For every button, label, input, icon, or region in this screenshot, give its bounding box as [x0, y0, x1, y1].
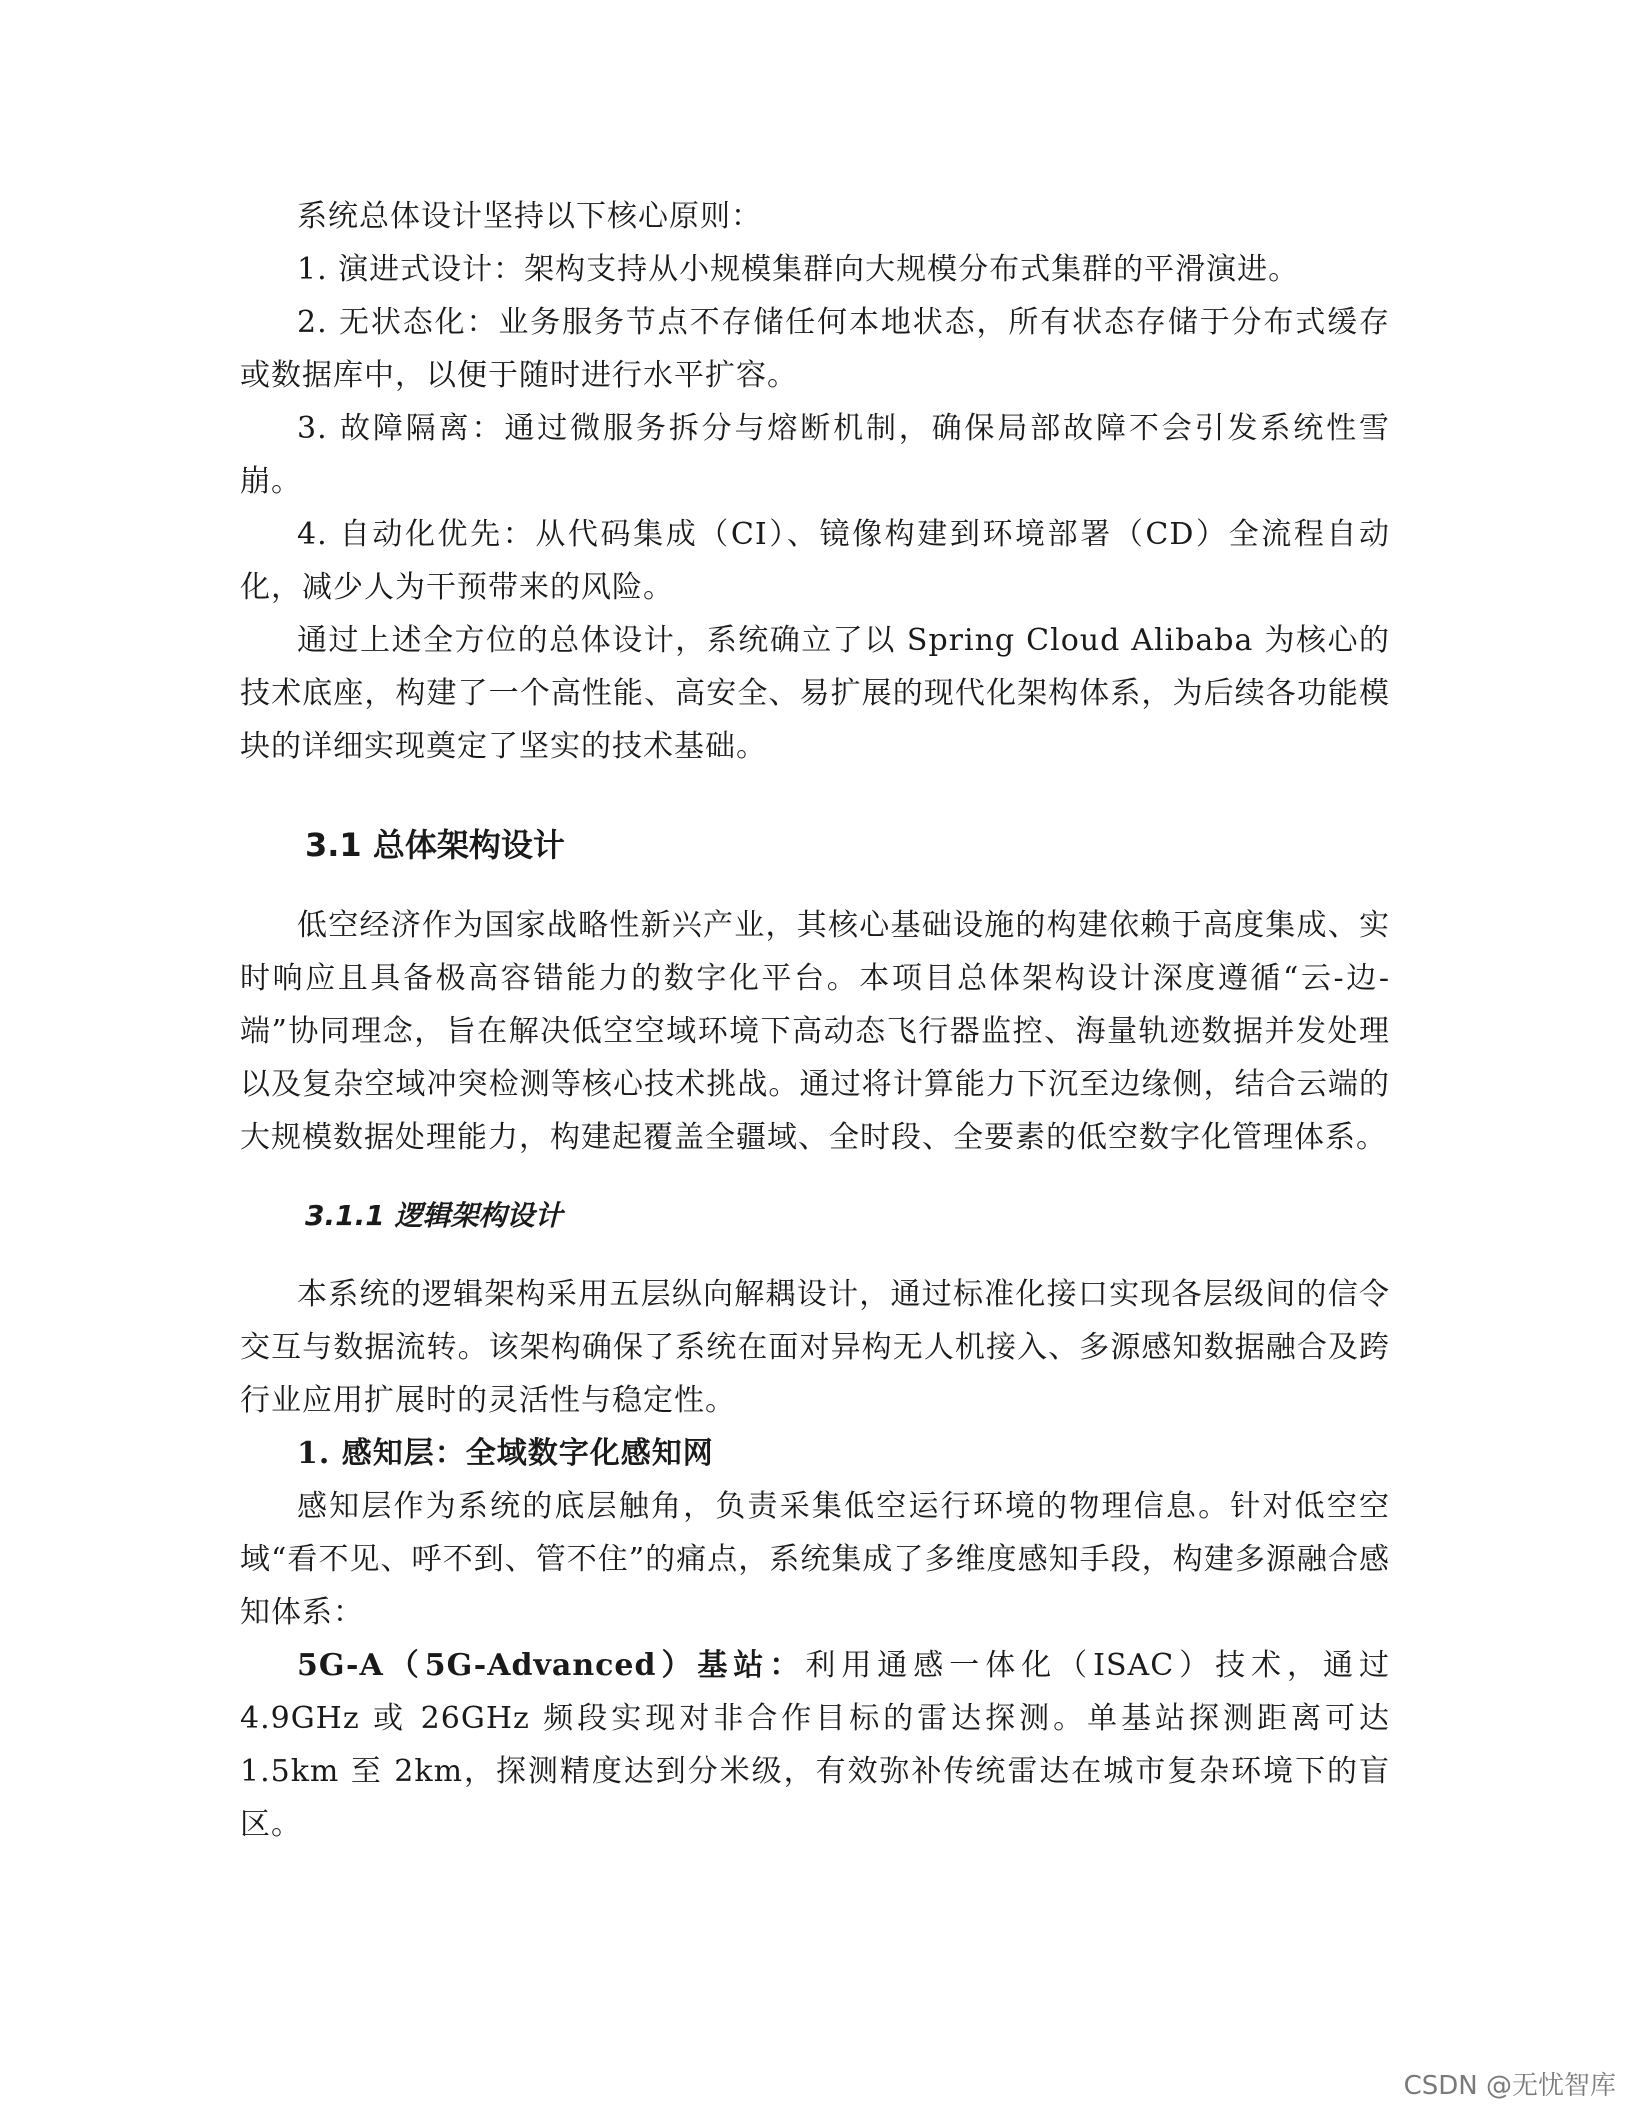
- base-station-text: 利用通感一体化（ISAC）技术，通过 4.9GHz 或 26GHz 频段实现对非合作目标的雷达探测。单基站探测距离可达 1.5km 至 2km，探测精度达到分米级，有效弥补传统雷达在城市复杂环境下的盲区。: [240, 1648, 1390, 1842]
- section-3-1-1-paragraph: 本系统的逻辑架构采用五层纵向解耦设计，通过标准化接口实现各层级间的信令交互与数据流转。该架构确保了系统在面对异构无人机接入、多源感知数据融合及跨行业应用扩展时的灵活性与稳定性。: [240, 1277, 1390, 1418]
- principle-item: 2. 无状态化：业务服务节点不存储任何本地状态，所有状态存储于分布式缓存或数据库中，以便于随时进行水平扩容。: [240, 305, 1390, 393]
- principle-item: 4. 自动化优先：从代码集成（CI）、镜像构建到环境部署（CD）全流程自动化，减少人为干预带来的风险。: [240, 517, 1390, 605]
- base-station-paragraph: [240, 1639, 1390, 1851]
- principles-lead: 系统总体设计坚持以下核心原则：: [297, 199, 762, 234]
- base-station-title: 5G-A（5G-Advanced）基站：: [297, 1648, 806, 1683]
- section-3-1-paragraph: 低空经济作为国家战略性新兴产业，其核心基础设施的构建依赖于高度集成、实时响应且具备极高容错能力的数字化平台。本项目总体架构设计深度遵循“云-边-端”协同理念，旨在解决低空空域环境下高动态飞行器监控、海量轨迹数据并发处理以及复杂空域冲突检测等核心技术挑战。通过将计算能力下沉至边缘侧，结合云端的大规模数据处理能力，构建起覆盖全疆域、全时段、全要素的低空数字化管理体系。: [240, 908, 1390, 1155]
- principle-item: 1. 演进式设计：架构支持从小规模集群向大规模分布式集群的平滑演进。: [297, 252, 1300, 287]
- summary-paragraph: 通过上述全方位的总体设计，系统确立了以 Spring Cloud Alibaba 为核心的技术底座，构建了一个高性能、高安全、易扩展的现代化架构体系，为后续各功能模块的详细实现奠定了坚实的技术基础。: [240, 623, 1390, 764]
- document-page: [240, 190, 1390, 1851]
- layer1-title: 1. 感知层：全域数字化感知网: [297, 1436, 714, 1471]
- section-heading-3-1-1: 3.1.1 逻辑架构设计: [305, 1199, 563, 1232]
- principle-item: 3. 故障隔离：通过微服务拆分与熔断机制，确保局部故障不会引发系统性雪崩。: [240, 411, 1390, 499]
- section-heading-3-1: 3.1 总体架构设计: [305, 826, 565, 864]
- watermark: CSDN @无忧智库: [1403, 2071, 1616, 2101]
- layer1-paragraph: 感知层作为系统的底层触角，负责采集低空运行环境的物理信息。针对低空空域“看不见、呼不到、管不住”的痛点，系统集成了多维度感知手段，构建多源融合感知体系：: [240, 1489, 1390, 1630]
